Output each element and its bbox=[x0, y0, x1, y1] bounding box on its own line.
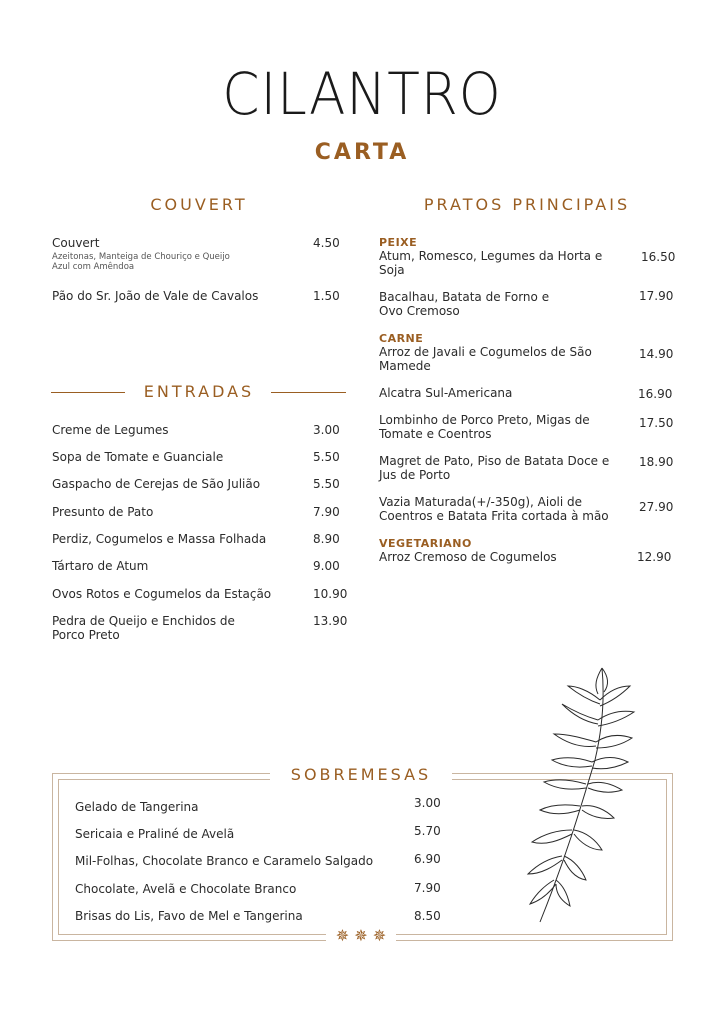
menu-item-price: 8.90 bbox=[313, 532, 340, 546]
menu-item-price: 7.90 bbox=[313, 505, 340, 519]
menu-item-price: 27.90 bbox=[639, 500, 674, 514]
menu-item-price: 5.50 bbox=[313, 450, 340, 464]
menu-item-description: Azeitonas, Manteiga de Chouriço e Queijo Azul com Amêndoa bbox=[52, 252, 230, 272]
menu-item-price: 9.00 bbox=[313, 559, 340, 573]
menu-item-name: Atum, Romesco, Legumes da Horta e Soja bbox=[379, 249, 603, 277]
menu-item-price: 3.00 bbox=[414, 796, 441, 810]
menu-item-name: Arroz de Javali e Cogumelos de São Mamede bbox=[379, 345, 592, 373]
menu-item-price: 12.90 bbox=[637, 550, 672, 564]
menu-item-name: Creme de Legumes bbox=[52, 423, 169, 437]
menu-item-name: Lombinho de Porco Preto, Migas de Tomate e Coentros bbox=[379, 413, 590, 441]
menu-item-price: 8.50 bbox=[414, 909, 441, 923]
menu-item-price: 3.00 bbox=[313, 423, 340, 437]
menu-item-name: Sericaia e Praliné de Avelã bbox=[75, 827, 235, 841]
menu-item-name: Chocolate, Avelã e Chocolate Branco bbox=[75, 882, 297, 896]
menu-item-name: Couvert bbox=[52, 236, 100, 250]
menu-item-name: Pão do Sr. João de Vale de Cavalos bbox=[52, 289, 259, 303]
menu-item-name: Sopa de Tomate e Guanciale bbox=[52, 450, 224, 464]
rosemary-sprig-illustration bbox=[510, 660, 640, 930]
menu-item-name: Vazia Maturada(+/-350g), Aioli de Coentros e Batata Frita cortada à mão bbox=[379, 495, 609, 523]
menu-item-price: 5.70 bbox=[414, 824, 441, 838]
menu-item-price: 13.90 bbox=[313, 614, 348, 628]
logo: CILANTRO bbox=[222, 60, 502, 128]
menu-item-price: 6.90 bbox=[414, 852, 441, 866]
menu-item-name: Magret de Pato, Piso de Batata Doce e Jus de Porto bbox=[379, 454, 610, 482]
divider bbox=[51, 392, 125, 393]
category-label: PEIXE bbox=[379, 236, 418, 249]
menu-item-name: Ovos Rotos e Cogumelos da Estação bbox=[52, 587, 272, 601]
entradas-heading: ENTRADAS bbox=[143, 382, 255, 401]
menu-item-price: 14.90 bbox=[639, 347, 674, 361]
menu-item-price: 17.90 bbox=[639, 289, 674, 303]
menu-item-name: Tártaro de Atum bbox=[52, 559, 149, 573]
menu-item-price: 16.50 bbox=[641, 250, 676, 264]
ornament-stars bbox=[326, 926, 396, 948]
menu-item-name: Alcatra Sul-Americana bbox=[379, 386, 513, 400]
menu-item-price: 7.90 bbox=[414, 881, 441, 895]
sobremesas-heading: SOBREMESAS bbox=[270, 765, 452, 784]
category-label: CARNE bbox=[379, 332, 424, 345]
menu-item-price: 5.50 bbox=[313, 477, 340, 491]
menu-item-name: Mil-Folhas, Chocolate Branco e Caramelo Salgado bbox=[75, 854, 374, 868]
menu-item-price: 17.50 bbox=[639, 416, 674, 430]
star-icon: ✵ bbox=[354, 926, 368, 945]
menu-item-price: 4.50 bbox=[313, 236, 340, 250]
menu-item-name: Gaspacho de Cerejas de São Julião bbox=[52, 477, 261, 491]
menu-item-name: Arroz Cremoso de Cogumelos bbox=[379, 550, 557, 564]
page-title: CARTA bbox=[314, 140, 410, 165]
category-label: VEGETARIANO bbox=[379, 537, 472, 550]
menu-item-name: Pedra de Queijo e Enchidos de Porco Preto bbox=[52, 614, 235, 642]
divider bbox=[271, 392, 346, 393]
menu-item-name: Perdiz, Cogumelos e Massa Folhada bbox=[52, 532, 267, 546]
menu-item-price: 1.50 bbox=[313, 289, 340, 303]
menu-item-price: 18.90 bbox=[639, 455, 674, 469]
menu-item-name: Bacalhau, Batata de Forno e Ovo Cremoso bbox=[379, 290, 550, 318]
menu-item-name: Brisas do Lis, Favo de Mel e Tangerina bbox=[75, 909, 303, 923]
star-icon: ✵ bbox=[335, 926, 350, 945]
menu-item-name: Gelado de Tangerina bbox=[75, 800, 199, 814]
menu-item-price: 16.90 bbox=[638, 387, 673, 401]
couvert-heading: COUVERT bbox=[150, 195, 248, 214]
star-icon: ✵ bbox=[372, 926, 387, 945]
menu-item-name: Presunto de Pato bbox=[52, 505, 154, 519]
menu-item-price: 10.90 bbox=[313, 587, 348, 601]
pratos-heading: PRATOS PRINCIPAIS bbox=[423, 195, 631, 214]
